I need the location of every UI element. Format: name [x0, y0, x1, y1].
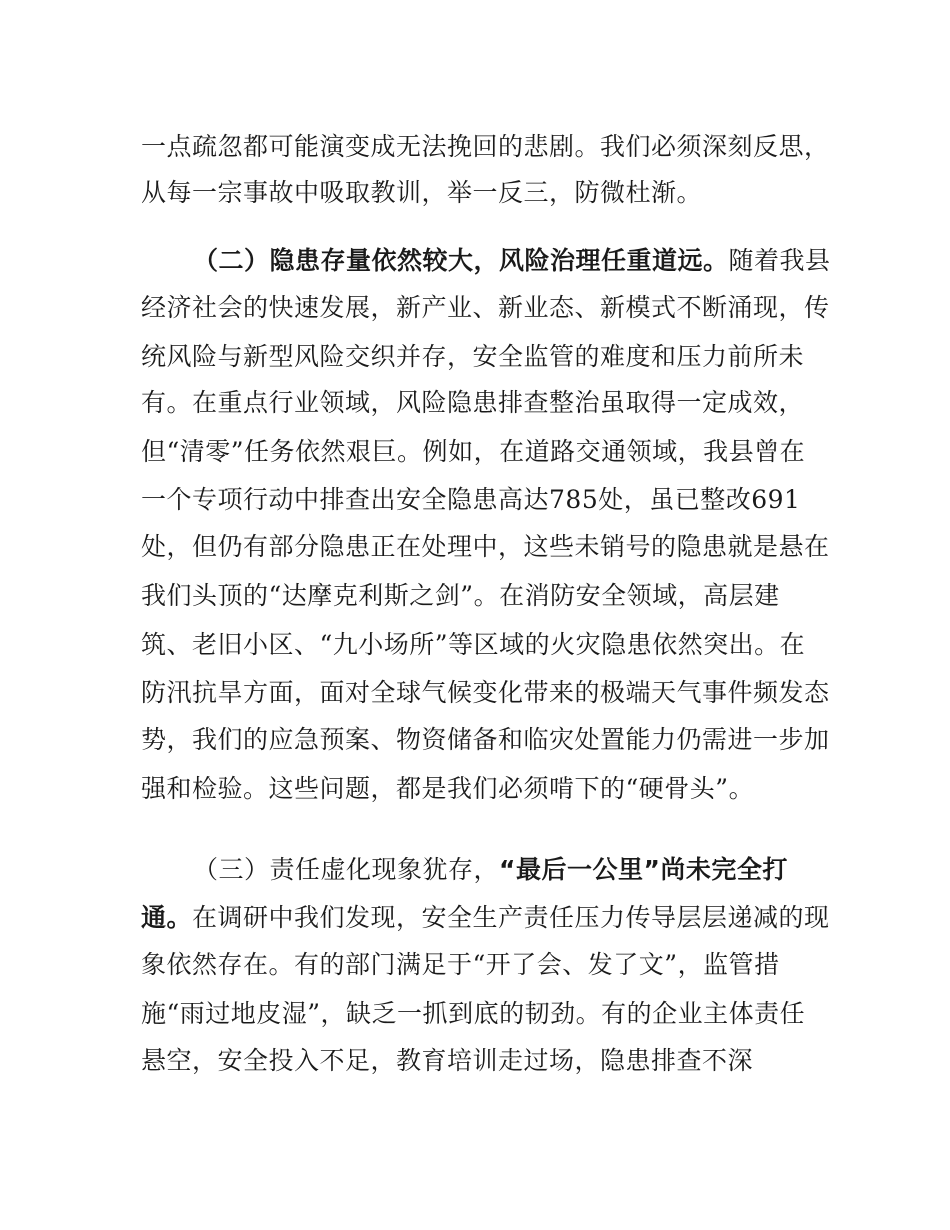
- section-three-second-line: [141, 898, 830, 938]
- section-three-first-line: [193, 850, 788, 890]
- section-three-line-5: 悬空，安全投入不足，教育培训走过场，隐患排查不深: [141, 1046, 754, 1075]
- section-two-line-8: 我们头顶的“达摩克利斯之剑”。在消防安全领域，高层建: [141, 581, 780, 610]
- intro-line-2: 从每一宗事故中吸取教训，举一反三，防微杜渐。: [141, 178, 703, 207]
- section-two-line-12: 强和检验。这些问题，都是我们必须啃下的“硬骨头”。: [141, 774, 755, 803]
- section-two-line-2: 经济社会的快速发展，新产业、新业态、新模式不断涌现，传: [141, 293, 830, 322]
- section-two-first-line-rest: 随着我县: [728, 246, 831, 275]
- section-two-line-4: 有。在重点行业领域，风险隐患排查整治虽取得一定成效，: [141, 388, 805, 417]
- section-three-line-3: 象依然存在。有的部门满足于“开了会、发了文”，监管措: [141, 950, 780, 979]
- section-two-heading: （二）隐患存量依然较大，风险治理任重道远。: [193, 246, 729, 275]
- section-three-heading-bold: “最后一公里”尚未完全打: [499, 855, 788, 884]
- section-two-line-7: 处，但仍有部分隐患正在处理中，这些未销号的隐患就是悬在: [141, 532, 830, 561]
- section-two-line-3: 统风险与新型风险交织并存，安全监管的难度和压力前所未: [141, 342, 805, 371]
- section-two-line-9: 筑、老旧小区、“九小场所”等区域的火灾隐患依然突出。在: [141, 630, 806, 659]
- intro-line-1: 一点疏忽都可能演变成无法挽回的悲剧。我们必须深刻反思，: [141, 132, 830, 161]
- section-two-line-5: 但“清零”任务依然艰巨。例如，在道路交通领域，我县曾在: [141, 437, 806, 466]
- section-three-heading-end: 通。: [141, 903, 193, 932]
- section-three-heading-prefix: （三）责任虚化现象犹存，: [193, 855, 500, 884]
- section-two-line-6: 一个专项行动中排查出安全隐患高达785处，虽已整改691: [141, 485, 801, 514]
- section-two-line-10: 防汛抗旱方面，面对全球气候变化带来的极端天气事件频发态: [141, 678, 830, 707]
- section-two-line-11: 势，我们的应急预案、物资储备和临灾处置能力仍需进一步加: [141, 725, 830, 754]
- section-three-second-line-rest: 在调研中我们发现，安全生产责任压力传导层层递减的现: [192, 903, 830, 932]
- section-three-line-4: 施“雨过地皮湿”，缺乏一抓到底的韧劲。有的企业主体责任: [141, 999, 806, 1028]
- section-two-first-line: [193, 241, 831, 281]
